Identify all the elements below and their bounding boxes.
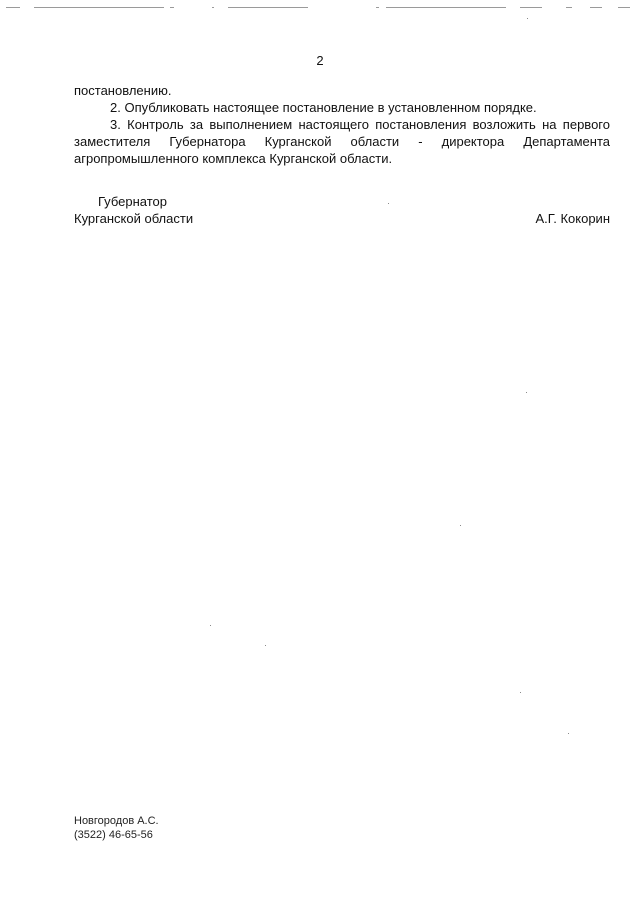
scan-speck [526,392,527,393]
executor-footer [74,814,159,842]
scan-speck [210,625,211,626]
signatory-region: Курганской области [74,211,194,226]
scan-speck [527,18,528,19]
scan-speck [388,203,389,204]
scan-speck [460,525,461,526]
scan-header-artifacts [0,7,640,9]
scan-speck [520,692,521,693]
page-number: 2 [316,53,324,68]
scan-speck [265,645,266,646]
signatory-name: А.Г. Кокорин [535,211,610,226]
paragraph-item-3: 3. Контроль за выполнением настоящего постановления возложить на первого заместителя Губернатора Курганской области - директора Департамента агропромышленного комплекса Курганской области. [74,117,610,166]
scan-speck [568,733,569,734]
document-body [74,82,610,167]
signatory-title: Губернатор [98,194,167,209]
signatory-row [74,210,610,227]
paragraph-item-2: 2. Опубликовать настоящее постановление в установленном порядке. [110,100,537,115]
signature-block [74,193,610,227]
executor-name: Новгородов А.С. [74,815,159,827]
executor-phone: (3522) 46-65-56 [74,829,153,841]
paragraph-continuation: постановлению. [74,83,172,98]
